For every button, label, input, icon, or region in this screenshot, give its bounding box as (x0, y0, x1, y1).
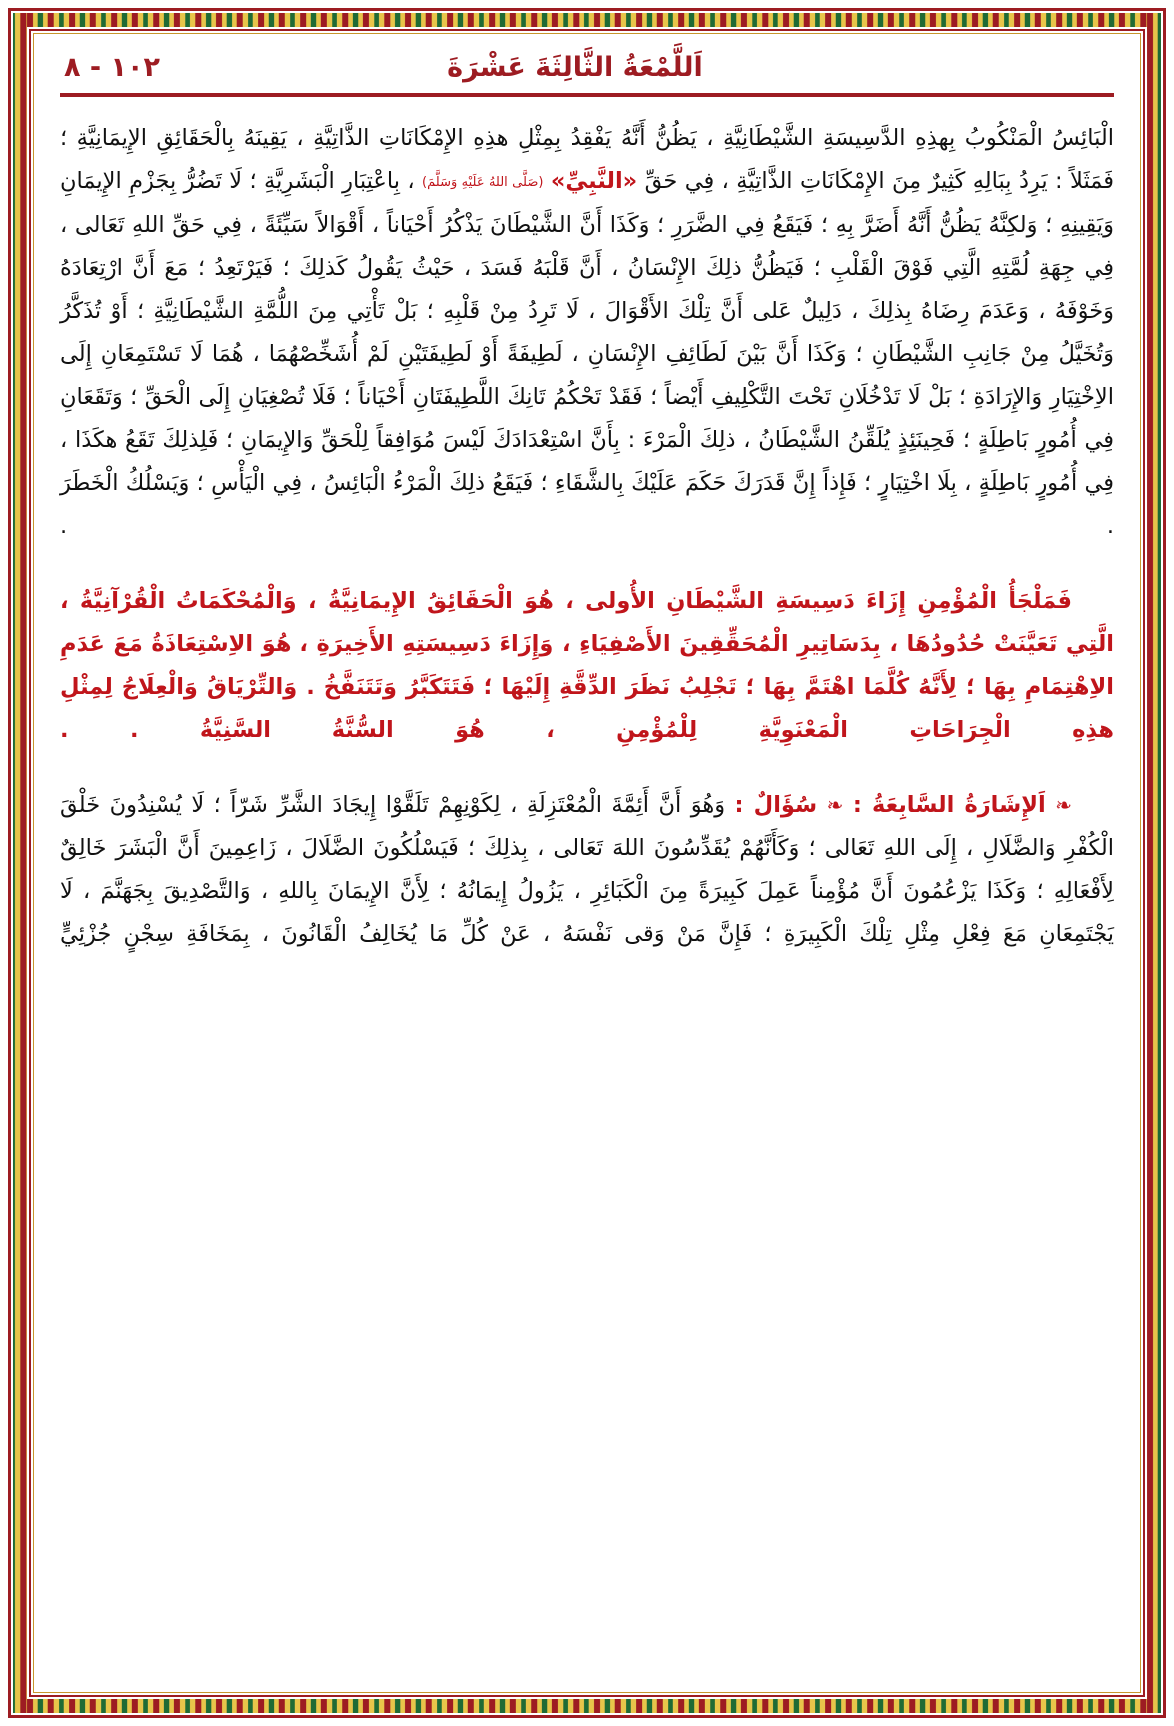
line-14: شَرّاً ؛ لَا يُسْنِدُونَ خَلْقَ الْكُفْرِ وَالضَّلَالِ ، إِلَى اللهِ تَعَالى ؛ وَكَأَنَّهُمْ يُقَدِّسُونَ اللهَ تَعَالى ، (60, 792, 1115, 861)
line-13: وَهُوَ أَنَّ أَئِمَّةَ الْمُعْتَزِلَةِ ، لِكَوْنِهِمْ تَلَقَّوْا إِيجَادَ الشَّرِّ (277, 792, 726, 818)
line-11: لِلْحَقِّ وَالإِيمَانِ ؛ فَلِذلِكَ تَقَعُ هكَذَا ، فِي أُمُورٍ بَاطِلَةٍ ، بِلَا اخْتِيَارٍ ؛ فَإِذاً إِنَّ قَدَرَكَ حَكَمَ عَلَيْكَ (60, 427, 1115, 496)
paragraph-gap-1 (60, 554, 1114, 580)
line-10: وَتَقَعَانِ فِي أُمُورٍ بَاطِلَةٍ ؛ فَحِينَئِذٍ يُلَقِّنُ الشَّيْطَانُ ، ذلِكَ الْمَرْءَ : بِأَنَّ اسْتِعْدَادَكَ لَيْسَ مُوَافِقاً (60, 384, 1114, 453)
line-7: بَلْ تَأْتِي مِنَ اللُّمَّةِ الشَّيْطَانِيَّةِ ؛ أَوْ تُذَكَّرُ وَتُخَيَّلُ مِنْ جَانِبِ الشَّيْطَانِ ؛ وَكَذَا أَنَّ بَيْنَ لَطَائِفِ (60, 298, 1114, 367)
line-2: يَقِينَهُ بِالْحَقَائِقِ الإِيمَانِيَّةِ ؛ فَمَثَلاً : يَرِدُ بِبَالِهِ كَثِيرٌ مِنَ الإِمْكَانَاتِ الذَّاتِيَّةِ ، فِي حَقِّ (60, 125, 1115, 194)
line-8: الإِنْسَانِ ، لَطِيفَةً أَوْ لَطِيفَتَيْنِ لَمْ أُشَخِّصْهُمَا ، هُمَا لَا تَسْتَمِعَانِ إِلَى الاِخْتِيَارِ وَالإِرَادَةِ ؛ بَلْ لَا (60, 341, 1115, 410)
line-9: تَدْخُلَانِ تَحْتَ التَّكْلِيفِ أَيْضاً ؛ فَقَدْ تَحْكُمُ تَانِكَ اللَّطِيفَتَانِ أَحْيَاناً ؛ فَلَا تُصْغِيَانِ إِلَى الْحَقِّ ؛ (130, 384, 901, 410)
honorific-sallallahu: (صَلَّى اللهُ عَلَيْهِ وَسَلَّمَ) (422, 175, 544, 190)
red-line-5: السَّنِيَّةُ . . (60, 717, 272, 743)
line-5: لُمَّتِهِ الَّتِي فَوْقَ الْقَلْبِ ؛ فَيَظُنُّ ذلِكَ الإِنْسَانُ ، أَنَّ قَلْبَهُ فَسَدَ ، حَيْثُ يَقُولُ كَذلِكَ ؛ فَيَرْتَعِدُ ؛ (197, 255, 1030, 281)
flower-ornament-icon-2: ❧ (826, 793, 844, 817)
line-16: كَبِيرَةً مِنَ الْكَبَائِرِ ، يَزُولُ إِيمَانُهُ ؛ لِأَنَّ الإِيمَانَ بِاللهِ ، وَالتَّصْدِيقَ بِجَهَنَّمَ ، لَا يَجْتَمِعَانِ مَعَ فِعْلِ (60, 878, 1114, 947)
red-line-4: فَتَتَكَبَّرُ وَتَتَنَفَّخُ . وَالتِّرْيَاقُ وَالْعِلَاجُ لِمِثْلِ هذِهِ الْجِرَاحَاتِ الْمَعْنَوِيَّةِ لِلْمُؤْمِنِ ، هُوَ السُّنَّةُ (60, 674, 1114, 743)
highlight-nabi: «النَّبِيِّ» (550, 168, 638, 194)
paragraph-gap-2 (60, 758, 1114, 784)
paragraph-one (60, 117, 1114, 548)
body-text (56, 117, 1118, 956)
header-divider (60, 93, 1114, 97)
line-3: ، بِاعْتِبَارِ الْبَشَرِيَّةِ ؛ لَا تَضُرُّ بِجَزْمِ الإِيمَانِ وَيَقِينِهِ ؛ وَلكِنَّهُ يَظُنُّ أَنَّهُ أَضَرَّ بِهِ ؛ فَيَقَعُ (60, 168, 1114, 238)
red-line-2: الْقُرْآنِيَّةُ ، الَّتِي تَعَيَّنَتْ حُدُودُهَا ، بِدَسَاتِيرِ الْمُحَقِّقِينَ الأَصْفِيَاءِ ، وَإِزَاءَ دَسِيسَتِهِ الأَخِيرَةِ ، (60, 588, 1115, 657)
line-12: بِالشَّقَاءِ ؛ فَيَقَعُ ذلِكَ الْمَرْءُ الْبَائِسُ ، فِي الْيَأْسِ ؛ وَيَسْلُكُ الْخَطَرَ . . (60, 470, 1114, 539)
line-6: مَعَ أَنَّ ارْتِعَادَهُ وَخَوْفَهُ ، وَعَدَمَ رِضَاهُ بِذلِكَ ، دَلِيلٌ عَلى أَنَّ تِلْكَ الأَقْوَالَ ، لَا تَرِدُ مِنْ قَلْبِهِ ؛ (60, 255, 1115, 324)
section-heading: اَلإِشَارَةُ السَّابِعَةُ : (852, 792, 1046, 818)
page-number: ١٠٢ - ٨ (64, 52, 160, 83)
page-title: اَللَّمْعَةُ الثَّالِثَةَ عَشْرَةَ (447, 52, 703, 83)
line-15: بِذلِكَ ؛ فَيَسْلُكُونَ الضَّلَالَ ، زَاعِمِينَ أَنَّ الْبَشَرَ خَالِقٌ لِأَفْعَالِهِ ؛ وَكَذَا يَزْعُمُونَ أَنَّ مُؤْمِناً عَمِلَ (60, 835, 1115, 904)
red-line-3: هُوَ الاِسْتِعَاذَةُ مَعَ عَدَمِ الاِهْتِمَامِ بِهَا ؛ لِأَنَّهُ كُلَّمَا اهْتَمَّ بِهَا ؛ تَجْلِبُ نَظَرَ الدِّقَّةِ إِلَيْهَا ؛ (60, 631, 1114, 700)
line-4: فِي الضَّرَرِ ؛ وَكَذَا أَنَّ الشَّيْطَانَ يَذْكُرُ أَحْيَاناً ، أَقْوَالاً سَيِّئَةً ، فِي حَقِّ اللهِ تَعَالى ، فِي جِهَةِ (60, 212, 1115, 281)
red-line-1: فَمَلْجَأُ الْمُؤْمِنِ إِزَاءَ دَسِيسَةِ الشَّيْطَانِ الأُولى ، هُوَ الْحَقَائِقُ الإِيمَانِيَّةُ ، وَالْمُحْكَمَاتُ (175, 588, 1072, 614)
line-17: مِثْلِ تِلْكَ الْكَبِيرَةِ ؛ فَإِنَّ مَنْ وَقى نَفْسَهُ ، عَنْ كُلِّ مَا يُخَالِفُ الْقَانُونَ ، بِمَخَافَةِ سِجْنٍ جُزْئِيٍّ (60, 921, 940, 947)
line-1: الْبَائِسُ الْمَنْكُوبُ بِهذِهِ الدَّسِيسَةِ الشَّيْطَانِيَّةِ ، يَظُنُّ أَنَّهُ يَفْقِدُ بِمِثْلِ هذِهِ الإِمْكَانَاتِ الذَّاتِيَّةِ ، (296, 125, 1114, 151)
page-header (56, 52, 1118, 83)
question-label: سُؤَالٌ : (734, 792, 818, 818)
flower-ornament-icon: ❧ (1055, 793, 1072, 817)
page-content (56, 52, 1118, 1682)
paragraph-two-red (60, 580, 1114, 752)
paragraph-three (60, 784, 1114, 956)
